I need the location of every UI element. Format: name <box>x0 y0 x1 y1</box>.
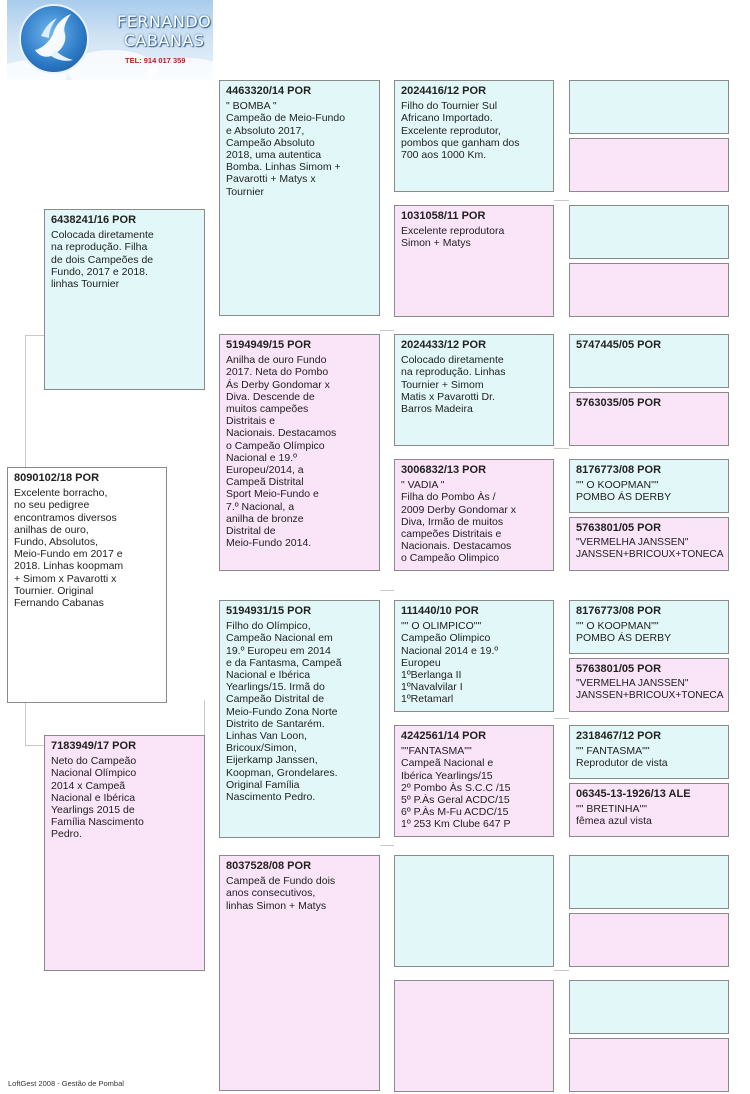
connector-line <box>25 335 45 336</box>
pigeon-card-father <box>44 209 205 390</box>
logo-circle <box>19 4 89 74</box>
pigeon-card-ggp-5 <box>394 600 554 712</box>
pigeon-card-ggp-6 <box>394 725 554 837</box>
pigeon-card-ggp-2 <box>394 205 554 317</box>
pigeon-card-paternal-grandfather <box>219 80 380 316</box>
pigeon-description: Excelente borracho, no seu pedigree encontramos diversos anilhas de ouro, Fundo, Absolutos, Meio-Fundo em 2017 e 2018. Linhas koopmam + Simom x Pavarotti x Tournier. Original Fernando Cabanas <box>14 487 124 610</box>
pigeon-description: Colocada diretamente na reprodução. Filha de dois Campeões de Fundo, 2017 e 2018. linhas Tournier <box>51 229 154 291</box>
footer-credit: LoftGest 2008 - Gestão de Pombal <box>8 1079 124 1088</box>
pigeon-card-gggp-14 <box>569 913 729 967</box>
connector-line <box>554 718 569 719</box>
ring-number: 8037528/08 POR <box>226 860 312 872</box>
pigeon-card-gggp-12 <box>569 783 729 837</box>
pigeon-card-gggp-6 <box>569 392 729 446</box>
ring-number: 5763801/05 POR <box>576 522 662 534</box>
pigeon-card-gggp-9 <box>569 600 729 654</box>
pigeon-description: "" BRETINHA"" fêmea azul vista <box>576 803 652 828</box>
dove-icon <box>21 6 87 72</box>
pigeon-description: Filho do Tournier Sul Africano Importado. Excelente reprodutor, pombos que ganham dos 700 aos 1000 Km. <box>401 100 520 162</box>
logo-name <box>117 12 211 50</box>
pigeon-description: Campeã de Fundo dois anos consecutivos, linhas Simon + Matys <box>226 875 336 912</box>
logo-name-line2: CABANAS <box>123 31 205 50</box>
pigeon-card-paternal-grandmother <box>219 334 380 571</box>
connector-line <box>25 745 45 746</box>
connector-line <box>554 200 569 201</box>
pigeon-card-gggp-8 <box>569 517 729 571</box>
pigeon-card-ggp-7 <box>394 855 554 967</box>
pigeon-description: Filho do Olímpico, Campeão Nacional em 19.º Europeu em 2014 e da Fantasma, Campeã Nacional e Ibérica Yearlings/15. Irmã do Campeão Distrital de Meio-Fundo Zona Norte Distrito de Santarém. Linhas Van Loon, Bricoux/Simon, Eijerkamp Janssen, Koopman, Grondelares. Original Família Nascimento Pedro. <box>226 620 342 804</box>
pigeon-card-gggp-2 <box>569 138 729 192</box>
pigeon-description: "" O KOOPMAN"" POMBO ÁS DERBY <box>576 479 672 504</box>
connector-line <box>380 590 394 591</box>
pigeon-description: "" FANTASMA"" Reprodutor de vista <box>576 745 668 770</box>
pigeon-description: Anilha de ouro Fundo 2017. Neta do Pombo Ás Derby Gondomar x Diva. Descende de muitos campeões Distritais e Nacionais. Destacamos o Campeão Olímpico Nacional e 19.º Europeu/2014, a Campeã Distrital Sport Meio-Fundo e 7.º Nacional, a anilha de bronze Distrital de Meio-Fundo 2014. <box>226 354 337 550</box>
ring-number: 1031058/11 POR <box>401 210 486 222</box>
ring-number: 5763035/05 POR <box>576 397 662 409</box>
pigeon-description: Excelente reprodutora Simon + Matys <box>401 225 505 250</box>
ring-number: 5194949/15 POR <box>226 339 312 351</box>
pigeon-card-gggp-3 <box>569 205 729 259</box>
pigeon-card-gggp-4 <box>569 263 729 317</box>
pigeon-card-gggp-10 <box>569 658 729 712</box>
pigeon-card-ggp-3 <box>394 334 554 446</box>
pigeon-description: ""FANTASMA"" Campeã Nacional e Ibérica Yearlings/15 2º Pombo Às S.C.C /15 5º P.Às Geral ACDC/15 6º P.Às M-Fu ACDC/15 1º 253 Km Clube 647 P <box>401 745 511 831</box>
pigeon-description: Colocado diretamente na reprodução. Linhas Tournier + Simom Matis x Pavarotti Dr. Barros Madeira <box>401 354 506 416</box>
ring-number: 111440/10 POR <box>401 605 479 617</box>
connector-line <box>380 845 394 846</box>
connector-line <box>554 448 569 449</box>
ring-number: 4242561/14 POR <box>401 730 487 742</box>
ring-number: 6438241/16 POR <box>51 214 137 226</box>
connector-line <box>380 330 394 331</box>
logo-name-line1: FERNANDO <box>117 12 212 31</box>
pigeon-description: Neto do Campeão Nacional Olímpico 2014 x Campeã Nacional e Ibérica Yearlings 2015 de Família Nascimento Pedro. <box>51 755 144 841</box>
ring-number: 2024416/12 POR <box>401 85 487 97</box>
ring-number: 8090102/18 POR <box>14 472 100 484</box>
logo <box>7 0 213 80</box>
pigeon-card-gggp-7 <box>569 459 729 513</box>
connector-line <box>554 970 569 971</box>
ring-number: 2318467/12 POR <box>576 730 662 742</box>
pigeon-card-gggp-5 <box>569 334 729 388</box>
pigeon-card-gggp-1 <box>569 80 729 134</box>
pigeon-description: "" O KOOPMAN"" POMBO ÁS DERBY <box>576 620 672 645</box>
ring-number: 8176773/08 POR <box>576 605 662 617</box>
pigeon-card-gggp-13 <box>569 855 729 909</box>
ring-number: 06345-13-1926/13 ALE <box>576 788 691 800</box>
pigeon-card-ggp-4 <box>394 459 554 571</box>
ring-number: 3006832/13 POR <box>401 464 487 476</box>
ring-number: 7183949/17 POR <box>51 740 137 752</box>
connector-line <box>25 703 26 745</box>
ring-number: 4463320/14 POR <box>226 85 312 97</box>
ring-number: 8176773/08 POR <box>576 464 662 476</box>
pigeon-card-mother <box>44 735 205 971</box>
logo-phone: TEL: 914 017 359 <box>125 56 186 65</box>
pigeon-description: " BOMBA " Campeão de Meio-Fundo e Absoluto 2017, Campeão Absoluto 2018, uma autentica Bomba. Linhas Simom + Pavarotti + Matys x Tournier <box>226 100 346 198</box>
pigeon-description: " VADIA " Filha do Pombo Às / 2009 Derby Gondomar x Diva, Irmão de muitos campeões Distritais e Nacionais. Destacamos o Campeão Olimpico <box>401 479 516 565</box>
pigeon-card-ggp-8 <box>394 980 554 1092</box>
connector-line <box>25 335 26 467</box>
ring-number: 5747445/05 POR <box>576 339 662 351</box>
pigeon-card-gggp-16 <box>569 1038 729 1092</box>
pigeon-card-subject <box>7 467 167 703</box>
ring-number: 5763801/05 POR <box>576 663 662 675</box>
ring-number: 5194931/15 POR <box>226 605 312 617</box>
pigeon-card-ggp-1 <box>394 80 554 192</box>
pigeon-card-maternal-grandmother <box>219 855 380 1091</box>
pigeon-description: "" O OLIMPICO"" Campeão Olimpico Nacional 2014 e 19.º Europeu 1ºBerlanga II 1ºNavalvilar I 1ºRetamarl <box>401 620 499 706</box>
ring-number: 2024433/12 POR <box>401 339 487 351</box>
pigeon-description: "VERMELHA JANSSEN" JANSSEN+BRICOUX+TONECA <box>576 678 724 702</box>
pigeon-description: "VERMELHA JANSSEN" JANSSEN+BRICOUX+TONECA <box>576 537 724 561</box>
pigeon-card-gggp-15 <box>569 980 729 1034</box>
pigeon-card-gggp-11 <box>569 725 729 779</box>
pigeon-card-maternal-grandfather <box>219 600 380 838</box>
